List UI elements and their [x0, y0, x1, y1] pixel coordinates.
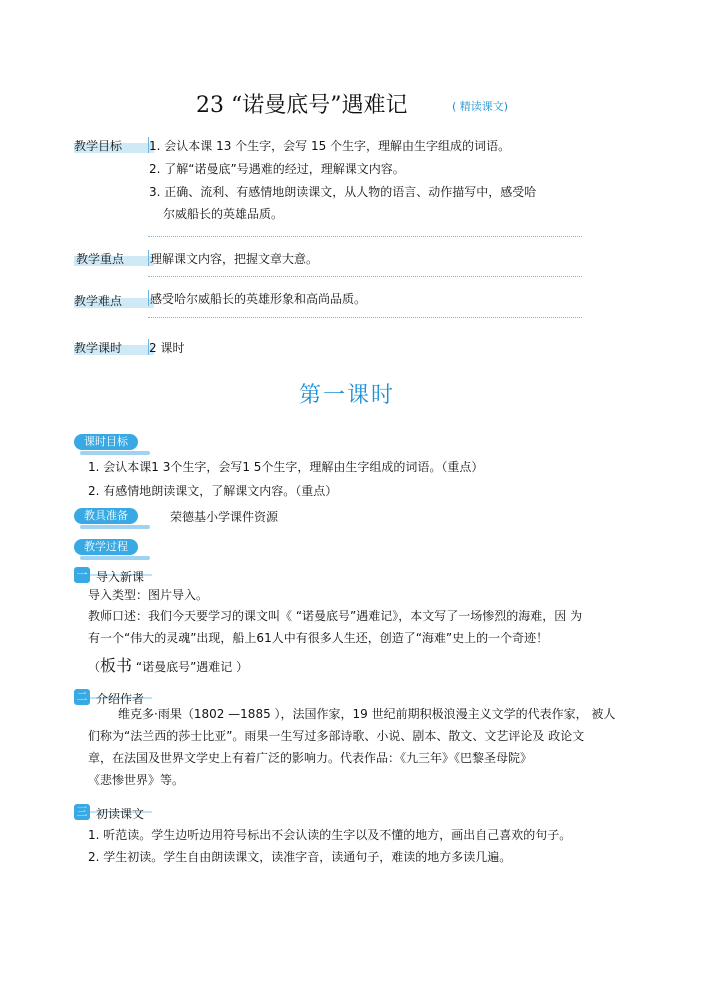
paragraph-line: 维克多·雨果（1802 —1885 ），法国作家，19 世纪前期积极浪漫主义文学的代表作家， 被人 — [118, 707, 616, 721]
blackboard-line — [88, 653, 248, 676]
hours-label: 教学课时 — [74, 341, 123, 355]
key-point-text: 理解课文内容，把握文章大意。 — [150, 252, 319, 266]
objective-item: 2. 了解“诺曼底”号遇难的经过，理解课文内容。 — [149, 162, 405, 176]
section-title: 初读课文 — [96, 807, 145, 821]
label-divider — [148, 290, 149, 306]
board-label: 板书 — [100, 656, 133, 675]
paragraph-line: 们称为“法兰西的莎士比亚”。雨果一生写过多部诗歌、小说、剧本、散文、文艺评论及 政论文 — [88, 729, 585, 743]
difficulty-label: 教学难点 — [74, 294, 123, 308]
key-point-label: 教学重点 — [76, 252, 125, 266]
objective-item: 尔威船长的英雄品质。 — [163, 207, 284, 221]
section-separator — [148, 276, 582, 277]
paragraph-line: 《悲惨世界》等。 — [88, 773, 185, 787]
section-separator — [148, 236, 582, 237]
board-open-paren: （ — [88, 660, 101, 674]
section-number-icon: 二 — [74, 689, 90, 705]
difficulty-text: 感受哈尔威船长的英雄形象和高尚品质。 — [150, 292, 367, 306]
lesson-title: 第一课时 — [299, 383, 396, 408]
objective-item: 3. 正确、流利、有感情地朗读课文，从人物的语言、动作描写中，感受哈 — [149, 185, 537, 199]
paragraph-line: 章，在法国及世界文学史上有着广泛的影响力。代表作品：《九三年》《巴黎圣母院》 — [88, 751, 533, 765]
section-number-icon: 一 — [74, 567, 90, 583]
badge-underline — [80, 451, 150, 455]
paragraph-line: 有一个“伟大的灵魂”出现，船上61人中有很多人生还，创造了“海难”史上的一个奇迹！ — [88, 631, 549, 645]
section-separator — [148, 317, 582, 318]
prep-badge: 教具准备 — [74, 508, 138, 524]
paragraph-line: 1. 听范读。学生边听边用符号标出不会认读的生字以及不懂的地方，画出自己喜欢的句子。 — [88, 828, 572, 842]
paragraph-line: 2. 学生初读。学生自由朗读课文，读准字音，读通句子，难读的地方多读几遍。 — [88, 850, 512, 864]
section-title: 导入新课 — [96, 570, 145, 584]
process-badge: 教学过程 — [74, 539, 138, 555]
objectives-label: 教学目标 — [74, 139, 123, 153]
hours-text: 2 课时 — [149, 341, 185, 355]
goal-item: 1. 会认本课1 3个生字，会写1 5个生字，理解由生字组成的词语。（重点） — [88, 460, 484, 474]
prep-text: 荣德基小学课件资源 — [170, 510, 279, 524]
objective-item: 1. 会认本课 13 个生字，会写 15 个生字，理解由生字组成的词语。 — [149, 139, 511, 153]
label-divider — [148, 250, 149, 266]
board-text: “诺曼底号”遇难记 ） — [132, 660, 249, 674]
section-number-icon: 三 — [74, 804, 90, 820]
paragraph-line: 教师口述：我们今天要学习的课文叫《 “诺曼底号”遇难记》，本文写了一场惨烈的海难，因 为 — [88, 609, 583, 623]
section-title: 介绍作者 — [96, 692, 145, 706]
lesson-type-tag: ( 精读课文) — [452, 100, 509, 113]
badge-underline — [80, 525, 150, 529]
goals-badge: 课时目标 — [74, 434, 138, 450]
badge-underline — [80, 556, 150, 560]
paragraph-line: 导入类型：图片导入。 — [88, 588, 209, 602]
page-title: 23 “诺曼底号”遇难记 — [196, 93, 408, 118]
goal-item: 2. 有感情地朗读课文，了解课文内容。（重点） — [88, 484, 338, 498]
